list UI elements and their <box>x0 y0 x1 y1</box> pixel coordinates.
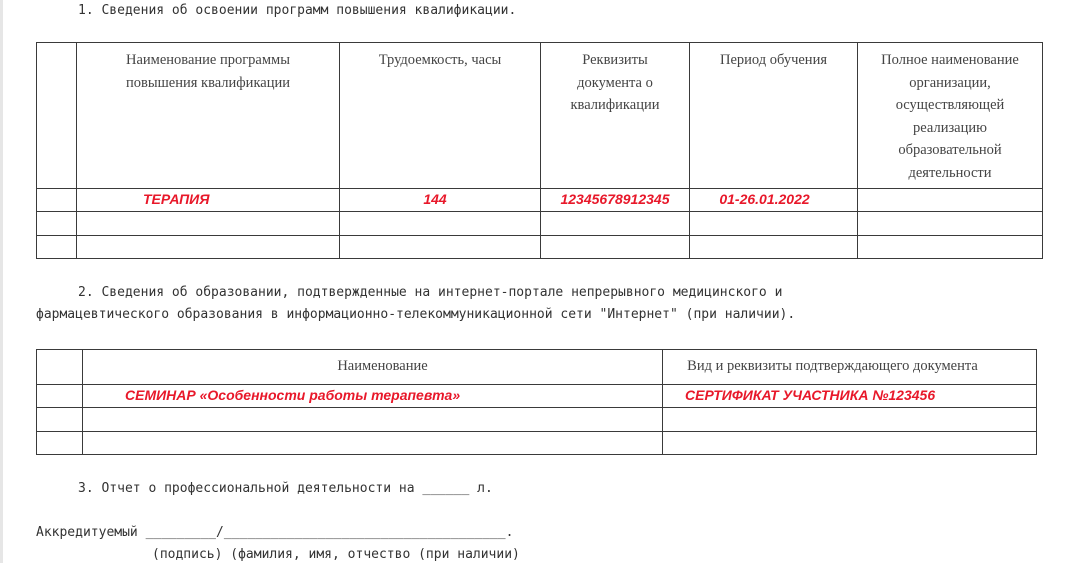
cell-confirming-document: СЕРТИФИКАТ УЧАСТНИКА №123456 <box>663 385 1037 408</box>
cell-empty <box>77 236 340 259</box>
qualification-table <box>36 42 1043 259</box>
cell-empty <box>77 212 340 236</box>
page-edge <box>0 0 3 563</box>
signature-line: Аккредитуемый _________/____________________________________. <box>36 525 514 540</box>
table-row <box>37 432 1037 455</box>
cell-document-details: 12345678912345 <box>541 189 690 212</box>
cell-empty <box>690 236 858 259</box>
cell-hours: 144 <box>340 189 541 212</box>
cell-number <box>37 385 83 408</box>
header-document-details: Реквизиты документа о квалификации <box>541 43 690 189</box>
cell-empty <box>858 236 1043 259</box>
header-cell-number <box>37 350 83 385</box>
cell-empty <box>663 432 1037 455</box>
table-header-row <box>37 350 1037 385</box>
cell-empty <box>663 408 1037 432</box>
header-program-name: Наименование программы повышения квалификации <box>77 43 340 189</box>
header-organization: Полное наименование организации, осуществляющей реализацию образовательной деятельности <box>858 43 1043 189</box>
cell-empty <box>83 432 663 455</box>
table-row <box>37 189 1043 212</box>
cell-organization <box>858 189 1043 212</box>
cell-empty <box>690 212 858 236</box>
header-study-period: Период обучения <box>690 43 858 189</box>
header-confirming-document: Вид и реквизиты подтверждающего документа <box>663 350 1037 385</box>
section2-heading-line1: 2. Сведения об образовании, подтвержденные на интернет-портале непрерывного медицинского и <box>78 285 783 300</box>
cell-empty <box>541 212 690 236</box>
table-header-row <box>37 43 1043 189</box>
education-table <box>36 349 1037 455</box>
cell-name: СЕМИНАР «Особенности работы терапевта» <box>83 385 663 408</box>
header-hours: Трудоемкость, часы <box>340 43 541 189</box>
cell-empty <box>340 212 541 236</box>
table-row <box>37 385 1037 408</box>
table-row <box>37 236 1043 259</box>
table-row <box>37 212 1043 236</box>
header-name: Наименование <box>83 350 663 385</box>
table-row <box>37 408 1037 432</box>
cell-empty <box>340 236 541 259</box>
section3-heading: 3. Отчет о профессиональной деятельности на ______ л. <box>78 481 493 496</box>
cell-program-name: ТЕРАПИЯ <box>77 189 340 212</box>
cell-empty <box>541 236 690 259</box>
signature-caption: (подпись) (фамилия, имя, отчество (при наличии) <box>152 547 520 562</box>
section1-heading: 1. Сведения об освоении программ повышения квалификации. <box>78 3 517 18</box>
section2-heading-line2: фармацевтического образования в информационно-телекоммуникационной сети "Интернет" (при наличии). <box>36 307 796 322</box>
cell-empty <box>37 432 83 455</box>
header-cell-number <box>37 43 77 189</box>
cell-empty <box>37 236 77 259</box>
cell-empty <box>37 212 77 236</box>
cell-study-period: 01-26.01.2022 <box>690 189 858 212</box>
cell-empty <box>37 408 83 432</box>
cell-empty <box>858 212 1043 236</box>
cell-number <box>37 189 77 212</box>
cell-empty <box>83 408 663 432</box>
